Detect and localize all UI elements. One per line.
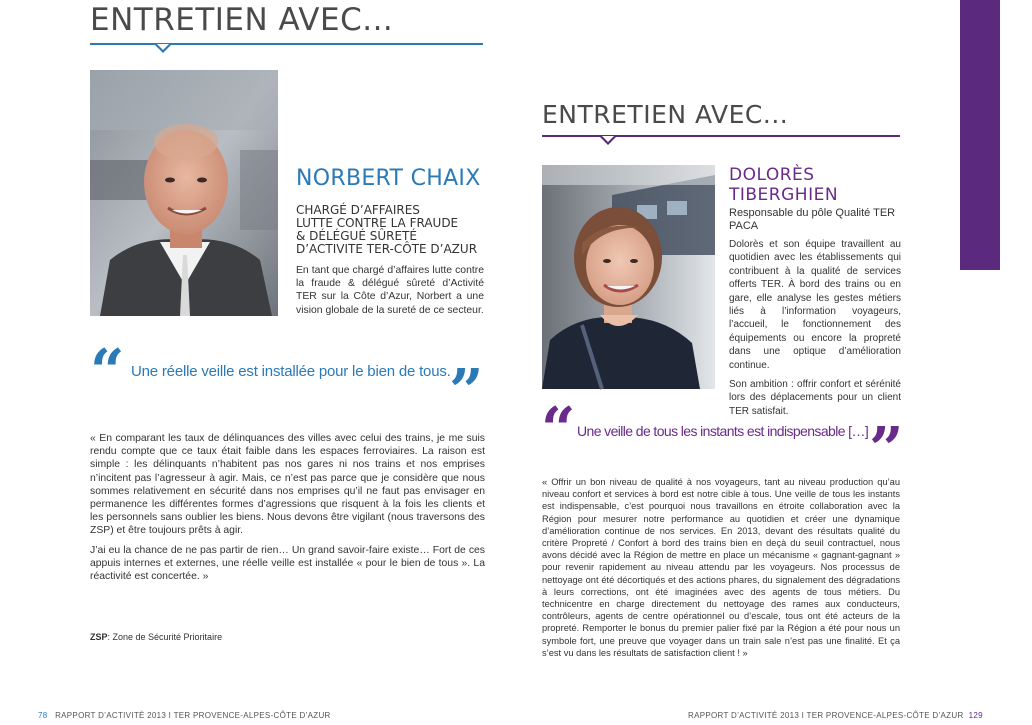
- norbert-role-line: & DÉLÉGUÉ SÛRETÉ: [296, 229, 417, 243]
- norbert-paragraph: J’ai eu la chance de ne pas partir de rien… Un grand savoir-faire existe… Fort de ces appuis internes et externes, une réelle veille est installée « pour le bien de tous ». La réactivité est concertée. »: [90, 544, 485, 583]
- close-quote-icon: ”: [449, 357, 484, 427]
- norbert-role: [296, 204, 496, 256]
- dolores-name-line: TIBERGHIEN: [729, 185, 839, 205]
- open-quote-icon: “: [541, 395, 576, 465]
- zsp-abbr: ZSP: [90, 632, 108, 642]
- left-heading: ENTRETIEN AVEC...: [90, 2, 394, 38]
- right-heading: ENTRETIEN AVEC...: [542, 100, 789, 129]
- zsp-definition: : Zone de Sécurité Prioritaire: [107, 632, 223, 642]
- dolores-quote: Une veille de tous les instants est indispensable […]: [577, 423, 869, 439]
- dolores-intro-paragraph: Son ambition : offrir confort et sérénité lors des déplacements pour un client TER satisfait.: [729, 379, 901, 417]
- close-quote-icon: ”: [869, 415, 904, 485]
- dolores-tiberghien-photo: [542, 165, 715, 389]
- dolores-role-line: PACA: [729, 220, 759, 232]
- left-footer-text: RAPPORT D’ACTIVITÉ 2013 I TER PROVENCE-ALPES-CÔTE D’AZUR: [55, 711, 331, 720]
- right-heading-rule: [542, 135, 900, 137]
- section-side-tab-label: [1004, 88, 1032, 240]
- norbert-intro: En tant que chargé d’affaires lutte contre la fraude & délégué sûreté d’Activité TER sur la Côte d’Azur, Norbert a une vision globale de la sureté de ce secteur.: [296, 265, 484, 316]
- dolores-name: [729, 165, 838, 205]
- norbert-role-line: D’ACTIVITE TER-CÔTE D’AZUR: [296, 242, 478, 256]
- section-side-tab: [960, 0, 1000, 270]
- left-heading-rule: [90, 43, 483, 45]
- dolores-interview-body: « Offrir un bon niveau de qualité à nos voyageurs, tant au niveau production qu’au niveau confort et services à bord est notre cible à tous. Une veille de tous les instants est indispensable, c’est pourquoi nous travaillons en étroite collaboration avec la Région pour mesurer notre performance au quotidien et créer une dynamique d’amélioration continue de nos services. En 2013, devant des résultats qualité du critère Propreté / Confort à bord des trains bien en deçà du seuil contractuel, nous avons décidé avec la Région de mettre en place un mécanisme « gagnant-gagnant » pour revenir rapidement au niveau attendu par les voyageurs. Nos processus de nettoyage ont été décortiqués et des actions phares, du signalement des dégradations à leurs corrections, ont été imaginées avec des agents de tous métiers. Du technicentre en charge directement du nettoyage des rames aux conducteurs, contrôleurs, agents de centre opérationnel ou d’escale, tous ont été acteurs de la propreté. Remporter le bonus du premier palier fixé par la Région a été pour nous un symbole fort, une preuve que voyager dans un train sale n’est pas une finalité. Et ça s’est vu dans les résultats de satisfaction client ! »: [542, 477, 900, 658]
- norbert-role-line: CHARGÉ D’AFFAIRES: [296, 203, 420, 217]
- section-title-line: POUR UN VOYAGEUR: [1003, 87, 1018, 223]
- section-numeral: V.: [1003, 226, 1018, 240]
- dolores-name-line: DOLORÈS: [729, 165, 815, 185]
- section-title-line: SATISFAIT: [1017, 160, 1032, 224]
- right-footer-text: RAPPORT D’ACTIVITÉ 2013 I TER PROVENCE-ALPES-CÔTE D’AZUR: [688, 711, 964, 720]
- dolores-intro-paragraph: Dolorès et son équipe travaillent au quotidien avec les établissements qui contribuent à la qualité de services offerts TER. À bord des trains ou en gare, elle analyse les gestes métiers liés à l’information voyageurs, l’accueil, le fonctionnement des équipements ou encore la propreté dans une optique d’amélioration continue.: [729, 239, 901, 371]
- norbert-name: NORBERT CHAIX: [296, 166, 481, 191]
- dolores-intro: [729, 238, 901, 424]
- right-footer: [688, 711, 983, 720]
- left-page-number: 78: [38, 711, 48, 720]
- dolores-role: [729, 207, 904, 233]
- norbert-quote: Une réelle veille est installée pour le bien de tous.: [131, 363, 451, 380]
- norbert-role-line: LUTTE CONTRE LA FRAUDE: [296, 216, 459, 230]
- norbert-chaix-photo: [90, 70, 278, 316]
- zsp-note: [90, 632, 222, 642]
- norbert-interview-body: [90, 432, 485, 589]
- open-quote-icon: “: [90, 337, 125, 407]
- dolores-role-line: Responsable du pôle Qualité TER: [729, 207, 896, 219]
- norbert-paragraph: « En comparant les taux de délinquances des villes avec celui des trains, je me suis rendu compte que ce taux était faible dans les espaces ferroviaires. La raison est simple : les délinquants n’habitent pas nos gares ni nos trains et nos emprises n’incitent pas l’agresseur à agir. Mais, ce n’est pas parce que je considère que nous sommes relativement en sécurité dans nos emprises qu’il ne faut pas envisager en permanence les différentes formes d’agressions que risquent à la fois les clients et les personnels sans oublier les biens. Nous devons être vigilant (nous traversons des ZSP) et être toujours prêts à agir.: [90, 433, 485, 537]
- left-footer: [38, 711, 331, 720]
- right-page-number: 129: [968, 711, 983, 720]
